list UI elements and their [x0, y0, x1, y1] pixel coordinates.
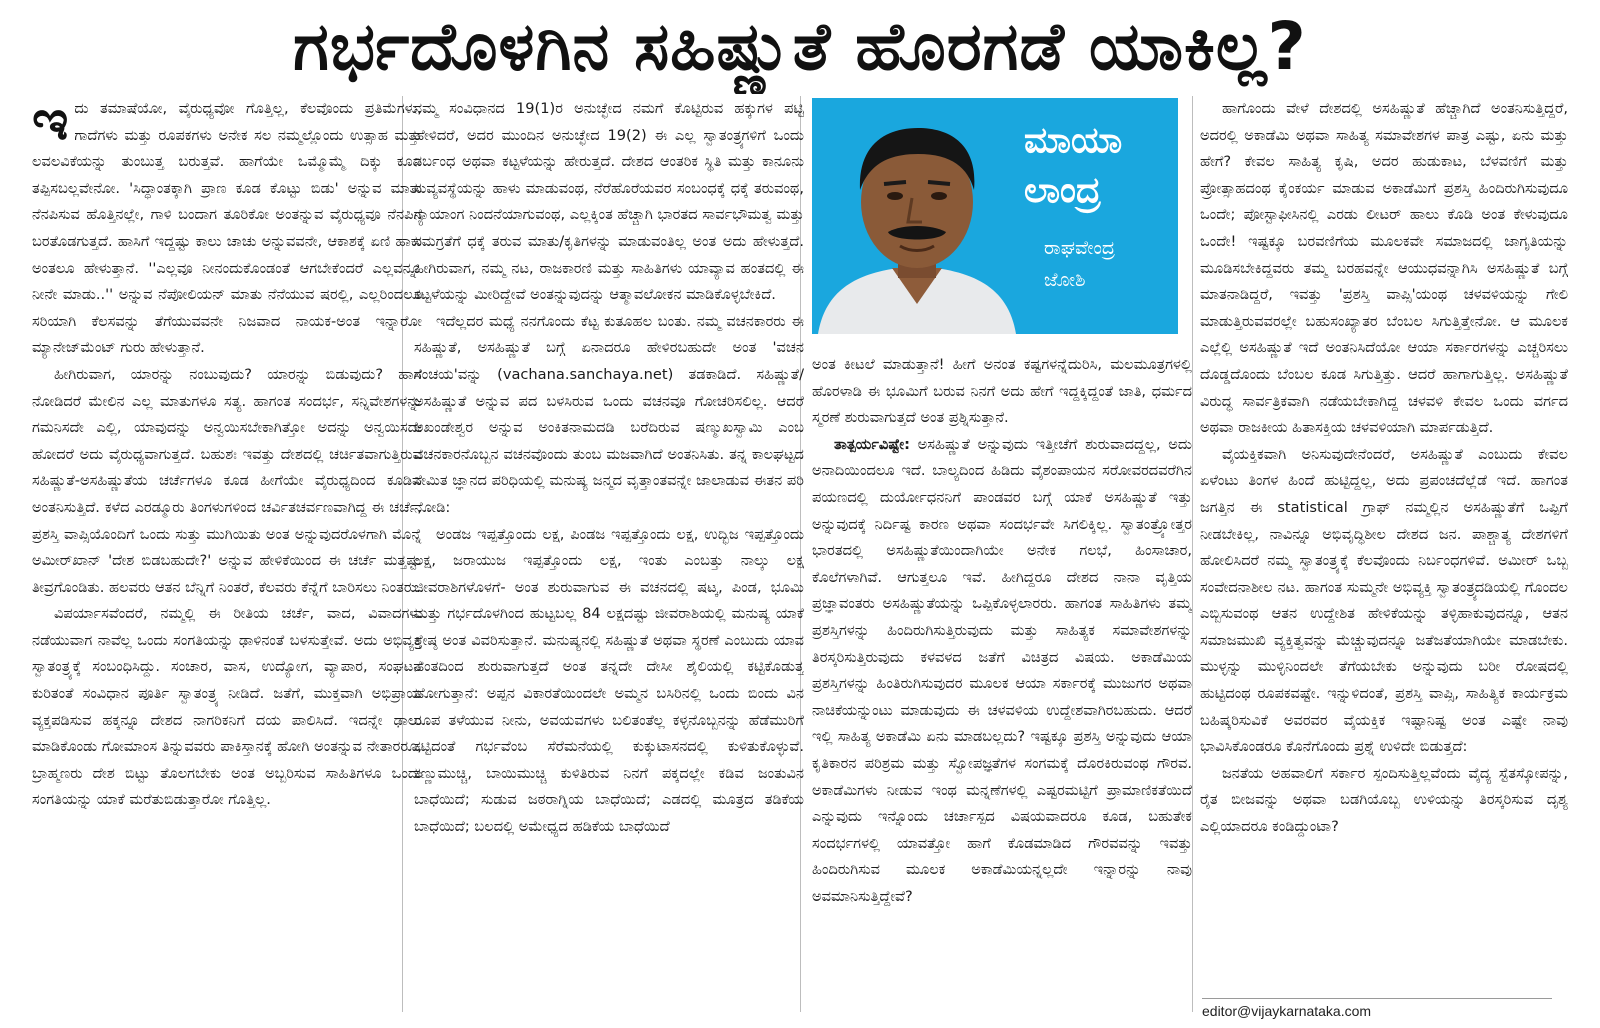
author-email[interactable]: editor@vijaykarnataka.com — [1202, 998, 1552, 1019]
column-rule — [1192, 96, 1193, 1012]
paragraph: ಹೀಗಿರುವಾಗ, ಯಾರನ್ನು ನಂಬುವುದು? ಯಾರನ್ನು ಬಿಡುವುದು? ಹಾಗೆ ನೋಡಿದರೆ ಮೇಲಿನ ಎಲ್ಲ ಮಾತುಗಳೂ ಸತ್ಯ. ಹಾಗಂತ ಸಂದರ್ಭ, ಸನ್ನಿವೇಶಗಳನ್ನು ಗಮನಿಸದೇ ಎಲ್ಲಿ, ಯಾವುದನ್ನು ಅನ್ವಯಿಸಬೇಕಾಗಿತ್ತೋ ಅದನ್ನು ಅನ್ವಯಿಸದೇ ಹೋದರೆ ಅದು ವೈರುಧ್ಯವಾಗುತ್ತದೆ. ಬಹುಶಃ ಇವತ್ತು ದೇಶದಲ್ಲಿ ಚರ್ಚಿತವಾಗುತ್ತಿರುವ ಸಹಿಷ್ಣುತೆ-ಅಸಹಿಷ್ಣುತೆಯ ಚರ್ಚೆಗಳೂ ಕೂಡ ಹೀಗೆಯೇ ವೈರುಧ್ಯದಿಂದ ಕೂಡಿವೆ ಅಂತನಿಸುತ್ತಿದೆ. ಕಳೆದ ಎರಡ್ಮೂರು ತಿಂಗಳುಗಳಿಂದ ಚರ್ವಿತಚರ್ವಣವಾಗಿದ್ದ ಈ ಚರ್ಚೆ, ಪ್ರಶಸ್ತಿ ವಾಪ್ಸಿಯೊಂದಿಗೆ ಒಂದು ಸುತ್ತು ಮುಗಿಯಿತು ಅಂತ ಅನ್ನುವುದರೊಳಗಾಗಿ ಮೊನ್ನೆ ಅಮೀರ್‌ಖಾನ್ 'ದೇಶ ಬಿಡಬಹುದೇ?' ಅನ್ನುವ ಹೇಳಿಕೆಯಿಂದ ಈ ಚರ್ಚೆ ಮತ್ತಷ್ಟು ತೀವ್ರಗೊಂಡಿತು. ಹಲವರು ಆತನ ಬೆನ್ನಿಗೆ ನಿಂತರೆ, ಕೆಲವರು ಕೆನ್ನೆಗೆ ಬಾರಿಸಲು ನಿಂತರು. — [32, 365, 422, 596]
columnist-portrait — [812, 98, 1022, 334]
headline: ಗರ್ಭದೊಳಗಿನ ಸಹಿಷ್ಣುತೆ ಹೊರಗಡೆ ಯಾಕಿಲ್ಲ? — [293, 8, 1307, 85]
paragraph: ಜನತೆಯ ಅಹವಾಲಿಗೆ ಸರ್ಕಾರ ಸ್ಪಂದಿಸುತ್ತಿಲ್ಲವೆಂದು ವೈದ್ಯ ಸ್ಟೆತಸ್ಕೋಪನ್ನು, ರೈತ ಬೀಜವನ್ನು ಅಥವಾ ಬಡಗಿಯೊಬ್ಬ ಉಳಿಯನ್ನು ತಿರಸ್ಕರಿಸುವ ದೃಶ್ಯ ಎಲ್ಲಿಯಾದರೂ ಕಂಡಿದ್ದುಂಟಾ? — [1200, 764, 1568, 836]
paragraph-text: ದು ತಮಾಷೆಯೋ, ವೈರುಧ್ಯವೋ ಗೊತ್ತಿಲ್ಲ, ಕೆಲವೊಂದು ಪ್ರತಿಮೆಗಳು, ಗಾದೆಗಳು ಮತ್ತು ರೂಪಕಗಳು ಅನೇಕ ಸಲ ನಮ್ಮಲ್ಲೊಂದು ಉತ್ಸಾಹ ಮತ್ತು ಲವಲವಿಕೆಯನ್ನು ತುಂಬುತ್ತ ಬರುತ್ತವೆ. ಹಾಗೆಯೇ ಒಮ್ಮೊಮ್ಮೆ ದಿಕ್ಕು ಕೂಡ ತಪ್ಪಿಸಬಲ್ಲವೇನೋ. 'ಸಿದ್ಧಾಂತಕ್ಕಾಗಿ ಪ್ರಾಣ ಕೂಡ ಕೊಟ್ಟು ಬಿಡು' ಅನ್ನುವ ಮಾತು ನೆನಪಿಸುವ ಹೊತ್ತಿನಲ್ಲೇ, ಗಾಳಿ ಬಂದಾಗ ತೂರಿಕೋ ಅಂತನ್ನುವ ವೈರುಧ್ಯವೂ ನೆನಪಿಗೆ ಬರತೊಡಗುತ್ತದೆ. ಹಾಸಿಗೆ ಇದ್ದಷ್ಟು ಕಾಲು ಚಾಚು ಅನ್ನುವವನೇ, ಆಕಾಶಕ್ಕೆ ಏಣಿ ಹಾಕು ಅಂತಲೂ ಹೇಳುತ್ತಾನೆ. ''ಎಲ್ಲವೂ ನೀನಂದುಕೊಂಡಂತೆ ಆಗಬೇಕೆಂದರೆ ಎಲ್ಲವನ್ನೂ ನೀನೇ ಮಾಡು..'' ಅನ್ನುವ ನೆಪೋಲಿಯನ್ ಮಾತು ನೆನೆಯುವ ಷರಲ್ಲಿ, ಎಲ್ಲರಿಂದಲೂ ಸರಿಯಾಗಿ ಕೆಲಸವನ್ನು ತೆಗೆಯುವವನೇ ನಿಜವಾದ ನಾಯಕ-ಅಂತ ಇನ್ನಾರೋ ಮ್ಯಾನೇಜ್‌ಮೆಂಟ್ ಗುರು ಹೇಳುತ್ತಾನೆ. — [32, 100, 422, 357]
paragraph: ವಿಪರ್ಯಾಸವೆಂದರೆ, ನಮ್ಮಲ್ಲಿ ಈ ರೀತಿಯ ಚರ್ಚೆ, ವಾದ, ವಿವಾದಗಳು ನಡೆಯುವಾಗ ನಾವೆಲ್ಲ ಒಂದು ಸಂಗತಿಯನ್ನು ಢಾಳಿನಂತೆ ಬಳಸುತ್ತೇವೆ. ಅದು ಅಭಿವ್ಯಕ್ತಿ ಸ್ವಾತಂತ್ರ್ಯಕ್ಕೆ ಸಂಬಂಧಿಸಿದ್ದು. ಸಂಚಾರ, ವಾಸ, ಉದ್ಯೋಗ, ವ್ಯಾಪಾರ, ಸಂಘಟನೆ ಕುರಿತಂತೆ ಸಂವಿಧಾನ ಪೂರ್ತಿ ಸ್ವಾತಂತ್ರ್ಯ ನೀಡಿದೆ. ಜತೆಗೆ, ಮುಕ್ತವಾಗಿ ಅಭಿಪ್ರಾಯ ವ್ಯಕ್ತಪಡಿಸುವ ಹಕ್ಕನ್ನೂ ದೇಶದ ನಾಗರಿಕನಿಗೆ ದಯ ಪಾಲಿಸಿದೆ. ಇದನ್ನೇ ಢಾಲು ಮಾಡಿಕೊಂಡು ಗೋಮಾಂಸ ತಿನ್ನುವವರು ಪಾಕಿಸ್ತಾನಕ್ಕೆ ಹೋಗಿ ಅಂತನ್ನುವ ನೇತಾರರೂ, ಬ್ರಾಹ್ಮಣರು ದೇಶ ಬಿಟ್ಟು ತೊಲಗಬೇಕು ಅಂತ ಅಬ್ಬರಿಸುವ ಸಾಹಿತಿಗಳೂ ಒಂದು ಸಂಗತಿಯನ್ನು ಯಾಕೆ ಮರೆತುಬಿಡುತ್ತಾರೋ ಗೊತ್ತಿಲ್ಲ. — [32, 605, 422, 809]
column-name — [1024, 116, 1174, 216]
author-name-line: ರಾಘವೇಂದ್ರ — [1044, 237, 1115, 259]
paragraph: ಅಂಡಜ ಇಪ್ಪತ್ತೊಂದು ಲಕ್ಷ, ಪಿಂಡಜ ಇಪ್ಪತ್ತೊಂದು ಲಕ್ಷ, ಉದ್ಭಿಜ ಇಪ್ಪತ್ತೊಂದು ಲಕ್ಷ, ಜರಾಯುಜ ಇಪ್ಪತ್ತೊಂದು ಲಕ್ಷ, ಇಂತು ಎಂಬತ್ತು ನಾಲ್ಕು ಲಕ್ಷ ಜೀವರಾಶಿಗಳೊಳಗೆ- ಅಂತ ಶುರುವಾಗುವ ಈ ವಚನದಲ್ಲಿ ಷಟ್ಕ, ಪಿಂಡ, ಭೂಮಿ ಮತ್ತು ಗರ್ಭದೊಳಗಿಂದ ಹುಟ್ಟಬಲ್ಲ 84 ಲಕ್ಷದಷ್ಟು ಜೀವರಾಶಿಯಲ್ಲಿ ಮನುಷ್ಯ ಯಾಕೆ ಶ್ರೇಷ್ಠ ಅಂತ ವಿವರಿಸುತ್ತಾನೆ. ಮನುಷ್ಯನಲ್ಲಿ ಸಹಿಷ್ಣುತೆ ಅಥವಾ ಸ್ಥರಣೆ ಎಂಬುದು ಯಾವ ಹಂತದಿಂದ ಶುರುವಾಗುತ್ತದೆ ಅಂತ ತನ್ನದೇ ದೇಸೀ ಶೈಲಿಯಲ್ಲಿ ಕಟ್ಟಿಕೊಡುತ್ತ ಹೋಗುತ್ತಾನೆ: ಅಪ್ಪನ ವಿಕಾರತೆಯಿಂದಲೇ ಅಮ್ಮನ ಬಸಿರಿನಲ್ಲಿ ಒಂದು ಬಿಂದು ವಿನ ರೂಪ ತಳೆಯುವ ನೀನು, ಅವಯವಗಳು ಬಲಿತಂತೆಲ್ಲ ಕಳ್ಳನೊಬ್ಬನನ್ನು ಹೆಡೆಮುರಿಗೆ ಕಟ್ಟಿದಂತೆ ಗರ್ಭವೆಂಬ ಸೆರೆಮನೆಯಲ್ಲಿ ಕುಕ್ಕುಟಾಸನದಲ್ಲಿ ಕುಳಿತುಕೊಳ್ಳುವೆ. ಕಣ್ಣುಮುಚ್ಚಿ, ಬಾಯಿಮುಚ್ಚಿ ಕುಳಿತಿರುವ ನಿನಗೆ ಪಕ್ಕದಲ್ಲೇ ಕಡಿವ ಜಂತುವಿನ ಬಾಧೆಯಿದೆ; ಸುಡುವ ಜಠರಾಗ್ನಿಯ ಬಾಧೆಯಿದೆ; ಎಡದಲ್ಲಿ ಮೂತ್ರದ ತಡಿಕೆಯ ಬಾಧೆಯಿದೆ; ಬಲದಲ್ಲಿ ಅಮೇಧ್ಯದ ಹಡಿಕೆಯ ಬಾಧೆಯಿದೆ — [414, 525, 804, 836]
paragraph-text: ಅಸಹಿಷ್ಣುತೆ ಅನ್ನುವುದು ಇತ್ತೀಚೆಗೆ ಶುರುವಾದದ್ದಲ್ಲ, ಅದು ಅನಾದಿಯಿಂದಲೂ ಇದೆ. ಬಾಲ್ಯದಿಂದ ಹಿಡಿದು ವೈಶಂಪಾಯನ ಸರೋವರದವರೆಗಿನ ಪಯಣದಲ್ಲಿ ದುರ್ಯೋಧನನಿಗೆ ಪಾಂಡವರ ಬಗ್ಗೆ ಯಾಕೆ ಅಸಹಿಷ್ಣುತೆ ಇತ್ತು ಅನ್ನುವುದಕ್ಕೆ ನಿರ್ದಿಷ್ಟ ಕಾರಣ ಅಥವಾ ಸಂದರ್ಭವೇ ಸಿಗಲಿಕ್ಕಿಲ್ಲ. ಸ್ವಾತಂತ್ರ್ಯೋತ್ತರ ಭಾರತದಲ್ಲಿ ಅಸಹಿಷ್ಣುತೆಯಿಂದಾಗಿಯೇ ಅನೇಕ ಗಲಭೆ, ಹಿಂಸಾಚಾರ, ಕೊಲೆಗಳಾಗಿವೆ. ಆಗುತ್ತಲೂ ಇವೆ. ಹೀಗಿದ್ದರೂ ದೇಶದ ನಾನಾ ವೃತ್ತಿಯ ಪ್ರಜ್ಞಾವಂತರು ಅಸಹಿಷ್ಣುತೆಯನ್ನು ಒಪ್ಪಿಕೊಳ್ಳಲಾರರು. ಹಾಗಂತ ಸಾಹಿತಿಗಳು ತಮ್ಮ ಪ್ರಶಸ್ತಿಗಳನ್ನು ಹಿಂದಿರುಗಿಸುತ್ತಿರುವುದು ಮತ್ತು ಸಾಹಿತ್ಯಕ ಸಮಾವೇಶಗಳನ್ನು ತಿರಸ್ಕರಿಸುತ್ತಿರುವುದು ಕಳವಳದ ಜತೆಗೆ ವಿಚಿತ್ರದ ವಿಷಯ. ಅಕಾಡೆಮಿಯ ಪ್ರಶಸ್ತಿಗಳನ್ನು ಹಿಂತಿರುಗಿಸುವುದರ ಮೂಲಕ ಆಯಾ ಸರ್ಕಾರಕ್ಕೆ ಮುಜುಗರ ಅಥವಾ ನಾಚಿಕೆಯನ್ನುಂಟು ಮಾಡುವುದು ಈ ಚಳವಳಿಯ ಉದ್ದೇಶವಾಗಿರಬಹುದು. ಆದರೆ ಇಲ್ಲಿ ಸಾಹಿತ್ಯ ಅಕಾಡೆಮಿ ಏನು ಮಾಡಬಲ್ಲದು? ಇಷ್ಟಕ್ಕೂ ಪ್ರಶಸ್ತಿ ಅನ್ನುವುದು ಆಯಾ ಕೃತಿಕಾರನ ಪರಿಶ್ರಮ ಮತ್ತು ಸ್ವೋಪಜ್ಞತೆಗಳ ಸಂಗಮಕ್ಕೆ ದೊರಕಿರುವಂಥ ಗೌರವ. ಅಕಾಡೆಮಿಗಳು ನೀಡುವ ಇಂಥ ಮನ್ನಣೆಗಳಲ್ಲಿ ಎಷ್ಟರಮಟ್ಟಿಗೆ ಪ್ರಾಮಾಣಿಕತೆಯಿದೆ ಎನ್ನುವುದು ಇನ್ನೊಂದು ಚರ್ಚಾಸ್ಪದ ವಿಷಯವಾದರೂ ಕೂಡ, ಬಹುತೇಕ ಸಂದರ್ಭಗಳಲ್ಲಿ ಯಾವತ್ತೋ ಹಾಗೆ ಕೊಡಮಾಡಿದ ಗೌರವವನ್ನು ಇವತ್ತು ಹಿಂದಿರುಗಿಸುವ ಮೂಲಕ ಅಕಾಡೆಮಿಯನ್ನಲ್ಲದೇ ಇನ್ನಾರನ್ನು ನಾವು ಅವಮಾನಿಸುತ್ತಿದ್ದೇವೆ? — [812, 435, 1192, 905]
column-name-line: ಲಾಂದ್ರ — [1024, 170, 1101, 211]
lead-in: ತಾತ್ಪರ್ಯವಿಷ್ಟೇ: — [834, 435, 910, 453]
paragraph: ನಮ್ಮ ಸಂವಿಧಾನದ 19(1)ರ ಅನುಚ್ಛೇದ ನಮಗೆ ಕೊಟ್ಟಿರುವ ಹಕ್ಕುಗಳ ಪಟ್ಟಿ ಹೇಳಿದರೆ, ಅದರ ಮುಂದಿನ ಅನುಚ್ಛೇದ 19(2) ಈ ಎಲ್ಲ ಸ್ವಾತಂತ್ರ್ಯಗಳಿಗೆ ಒಂದು ನಿರ್ಬಂಧ ಅಥವಾ ಕಟ್ಟಳೆಯನ್ನು ಹೇರುತ್ತದೆ. ದೇಶದ ಆಂತರಿಕ ಸ್ಥಿತಿ ಮತ್ತು ಕಾನೂನು ಸುವ್ಯವಸ್ಥೆಯನ್ನು ಹಾಳು ಮಾಡುವಂಥ, ನೆರೆಹೊರೆಯವರ ಸಂಬಂಧಕ್ಕೆ ಧಕ್ಕೆ ತರುವಂಥ, ನ್ಯಾಯಾಂಗ ನಿಂದನೆಯಾಗುವಂಥ, ಎಲ್ಲಕ್ಕಿಂತ ಹೆಚ್ಚಾಗಿ ಭಾರತದ ಸಾರ್ವಭೌಮತ್ವ ಮತ್ತು ಸಮಗ್ರತೆಗೆ ಧಕ್ಕೆ ತರುವ ಮಾತು/ಕೃತಿಗಳನ್ನು ಮಾಡುವಂತಿಲ್ಲ ಅಂತ ಅದು ಹೇಳುತ್ತದೆ. ಹೀಗಿರುವಾಗ, ನಮ್ಮ ನಟ, ರಾಜಕಾರಣಿ ಮತ್ತು ಸಾಹಿತಿಗಳು ಯಾವ್ಯಾವ ಹಂತದಲ್ಲಿ ಈ ಕಟ್ಟಳೆಯನ್ನು ಮೀರಿದ್ದೇವೆ ಅಂತನ್ನುವುದನ್ನು ಆತ್ಮಾವಲೋಕನ ಮಾಡಿಕೊಳ್ಳಬೇಕಿದೆ. — [414, 100, 804, 304]
column-name-line: ಮಾಯಾ — [1024, 120, 1123, 161]
article-column-2 — [414, 96, 804, 1024]
author-name-line: ಜೋಶಿ — [1044, 269, 1086, 291]
article-column-1 — [32, 96, 422, 1024]
paragraph: ವೈಯಕ್ತಿಕವಾಗಿ ಅನಿಸುವುದೇನೆಂದರೆ, ಅಸಹಿಷ್ಣುತೆ ಎಂಬುದು ಕೇವಲ ಏಳೆಂಟು ತಿಂಗಳ ಹಿಂದೆ ಹುಟ್ಟಿದ್ದಲ್ಲ, ಅದು ಪ್ರಪಂಚದೆಲ್ಲೆಡೆ ಇದೆ. ಹಾಗಂತ ಜಗತ್ತಿನ ಈ statistical ಗ್ರಾಫ್ ನಮ್ಮಲ್ಲಿನ ಅಸಹಿಷ್ಣುತೆಗೆ ಒಪ್ಪಿಗೆ ನೀಡಬೇಕಿಲ್ಲ, ನಾವಿನ್ನೂ ಅಭಿವೃದ್ಧಿಶೀಲ ದೇಶದ ಜನ. ಪಾಶ್ಚಾತ್ಯ ದೇಶಗಳಿಗೆ ಹೋಲಿಸಿದರೆ ನಮ್ಮ ಸ್ವಾತಂತ್ರ್ಯಕ್ಕೆ ಕೆಲವೊಂದು ನಿರ್ಬಂಧಗಳಿವೆ. ಅಮೀರ್ ಒಬ್ಬ ಸಂವೇದನಾಶೀಲ ನಟ. ಹಾಗಂತ ಸುಮ್ಮನೇ ಅಭಿವ್ಯಕ್ತಿ ಸ್ವಾತಂತ್ರ್ಯದಡಿಯಲ್ಲಿ ಗೊಂದಲ ಎಬ್ಬಿಸುವಂಥ ಆತನ ಉದ್ದೇಶಿತ ಹೇಳಿಕೆಯನ್ನು ತಳ್ಳಿಹಾಕುವುದನ್ನೂ, ಆತನ ಸಮಾಜಮುಖಿ ವ್ಯಕ್ತಿತ್ವವನ್ನು ಮೆಚ್ಚುವುದನ್ನೂ ಜತೆಜತೆಯಾಗಿಯೇ ಮಾಡಬೇಕು. ಮುಳ್ಳನ್ನು ಮುಳ್ಳಿನಿಂದಲೇ ತೆಗೆಯಬೇಕು ಅನ್ನುವುದು ಬರೀ ರೋಷದಲ್ಲಿ ಹುಟ್ಟಿದಂಥ ರೂಪಕವಷ್ಟೇ. ಇನ್ನುಳಿದಂತೆ, ಪ್ರಶಸ್ತಿ ವಾಪ್ಸಿ, ಸಾಹಿತ್ಯಿಕ ಕಾರ್ಯಕ್ರಮ ಬಹಿಷ್ಕರಿಸುವಿಕೆ ಅವರವರ ವೈಯಕ್ತಿಕ ಇಷ್ಟಾನಿಷ್ಟ ಅಂತ ಎಷ್ಟೇ ನಾವು ಭಾವಿಸಿಕೊಂಡರೂ ಕೊನೆಗೊಂದು ಪ್ರಶ್ನೆ ಉಳಿದೇ ಬಿಡುತ್ತದೆ: — [1200, 445, 1568, 756]
paragraph — [812, 432, 1192, 911]
drop-cap: ಇ — [32, 96, 69, 153]
paragraph: ಇದೆಲ್ಲದರ ಮಧ್ಯೆ ನನಗೊಂದು ಕೆಟ್ಟ ಕುತೂಹಲ ಬಂತು. ನಮ್ಮ ವಚನಕಾರರು ಈ ಸಹಿಷ್ಣುತೆ, ಅಸಹಿಷ್ಣುತೆ ಬಗ್ಗೆ ಏನಾದರೂ ಹೇಳಿರಬಹುದೇ ಅಂತ 'ವಚನ ಸಂಚಯ'ವನ್ನು (vachana.sanchaya.net) ತಡಕಾಡಿದೆ. ಸಹಿಷ್ಣುತೆ/ಅಸಹಿಷ್ಣುತೆ ಅನ್ನುವ ಪದ ಬಳಸಿರುವ ಒಂದು ವಚನವೂ ಗೋಚರಿಸಲಿಲ್ಲ. ಆದರೆ ಅಖಂಡೇಶ್ವರ ಅನ್ನುವ ಅಂಕಿತನಾಮದಡಿ ಬರೆದಿರುವ ಷಣ್ಮುಖಸ್ವಾಮಿ ಎಂಬ ವಚನಕಾರನೊಬ್ಬನ ವಚನವೊಂದು ತುಂಬ ಮಜವಾಗಿದೆ ಅಂತನಿಸಿತು. ತನ್ನ ಕಾಲಘಟ್ಟದ ಸೀಮಿತ ಜ್ಞಾನದ ಪರಿಧಿಯಲ್ಲಿ ಮನುಷ್ಯ ಜನ್ಮದ ವೃತ್ತಾಂತವನ್ನೇ ಜಾಲಾಡುವ ಈತನ ಪರಿ ನೋಡಿ: — [414, 312, 804, 516]
article-column-4 — [1200, 96, 1568, 976]
paragraph: ಹಾಗೊಂದು ವೇಳೆ ದೇಶದಲ್ಲಿ ಅಸಹಿಷ್ಣುತೆ ಹೆಚ್ಚಾಗಿದೆ ಅಂತನಿಸುತ್ತಿದ್ದರೆ, ಅದರಲ್ಲಿ ಅಕಾಡೆಮಿ ಅಥವಾ ಸಾಹಿತ್ಯ ಸಮಾವೇಶಗಳ ಪಾತ್ರ ಎಷ್ಟು, ಏನು ಮತ್ತು ಹೇಗೆ? ಕೇವಲ ಸಾಹಿತ್ಯ ಕೃಷಿ, ಅದರ ಹುಡುಕಾಟ, ಬೆಳವಣಿಗೆ ಮತ್ತು ಪ್ರೋತ್ಸಾಹದಂಥ ಕೈಂಕರ್ಯ ಮಾಡುವ ಅಕಾಡೆಮಿಗೆ ಪ್ರಶಸ್ತಿ ಹಿಂದಿರುಗಿಸುವುದೂ ಒಂದೇ; ಪೋಸ್ಟಾಫೀಸಿನಲ್ಲಿ ಎರಡು ಲೀಟರ್ ಹಾಲು ಕೊಡಿ ಅಂತ ಕೇಳುವುದೂ ಒಂದೇ! ಇಷ್ಟಕ್ಕೂ ಬರವಣಿಗೆಯ ಮೂಲಕವೇ ಸಮಾಜದಲ್ಲಿ ಜಾಗೃತಿಯನ್ನು ಮೂಡಿಸಬೇಕಿದ್ದವರು ತಮ್ಮ ಬರಹವನ್ನೇ ಆಯುಧವನ್ನಾಗಿಸಿ ಅಸಹಿಷ್ಣುತೆ ಬಗ್ಗೆ ಮಾತನಾಡಿದ್ದರೆ, ಇವತ್ತು 'ಪ್ರಶಸ್ತಿ ವಾಪ್ಸಿ'ಯಂಥ ಚಳವಳಿಯನ್ನು ಗೇಲಿ ಮಾಡುತ್ತಿರುವವರಲ್ಲೇ ಬಹುಸಂಖ್ಯಾತರ ಬೆಂಬಲ ಸಿಗುತ್ತಿತ್ತೇನೋ. ಆ ಮೂಲಕ ಎಲ್ಲೆಲ್ಲಿ ಅಸಹಿಷ್ಣುತೆ ಇದೆ ಅಂತನಿಸಿದೆಯೋ ಆಯಾ ಸರ್ಕಾರಗಳನ್ನು ಎಚ್ಚರಿಸಲು ದೊಡ್ಡದೊಂದು ಬೆಂಬಲ ಕೂಡ ಸಿಗುತ್ತಿತ್ತು. ಆದರೆ ಹಾಗಾಗುತ್ತಿಲ್ಲ. ಅಸಹಿಷ್ಣುತೆ ವಿರುದ್ಧ ಸಾರ್ವತ್ರಿಕವಾಗಿ ನಡೆಯಬೇಕಾಗಿದ್ದ ಚಳವಳಿ ಕೇವಲ ಒಂದು ವರ್ಗದ ಅಥವಾ ರಾಜಕೀಯ ಹಿತಾಸಕ್ತಿಯ ಚಳವಳಿಯಾಗಿ ಮಾರ್ಪಡುತ್ತಿದೆ. — [1200, 100, 1568, 437]
columnist-photo-box — [812, 98, 1178, 334]
article-column-3 — [812, 352, 1192, 1024]
paragraph — [32, 96, 422, 362]
paragraph: ಅಂತ ಕೀಟಲೆ ಮಾಡುತ್ತಾನೆ! ಹೀಗೆ ಅನಂತ ಕಷ್ಟಗಳನ್ನೆದುರಿಸಿ, ಮಲಮೂತ್ರಗಳಲ್ಲಿ ಹೊರಳಾಡಿ ಈ ಭೂಮಿಗೆ ಬರುವ ನಿನಗೆ ಅದು ಹೇಗೆ ಇದ್ದಕ್ಕಿದ್ದಂತೆ ಜಾತಿ, ಧರ್ಮದ ಸ್ಮರಣೆ ಶುರುವಾಗುತ್ತದೆ ಅಂತ ಪ್ರಶ್ನಿಸುತ್ತಾನೆ. — [812, 356, 1192, 427]
author-name — [1044, 232, 1164, 296]
